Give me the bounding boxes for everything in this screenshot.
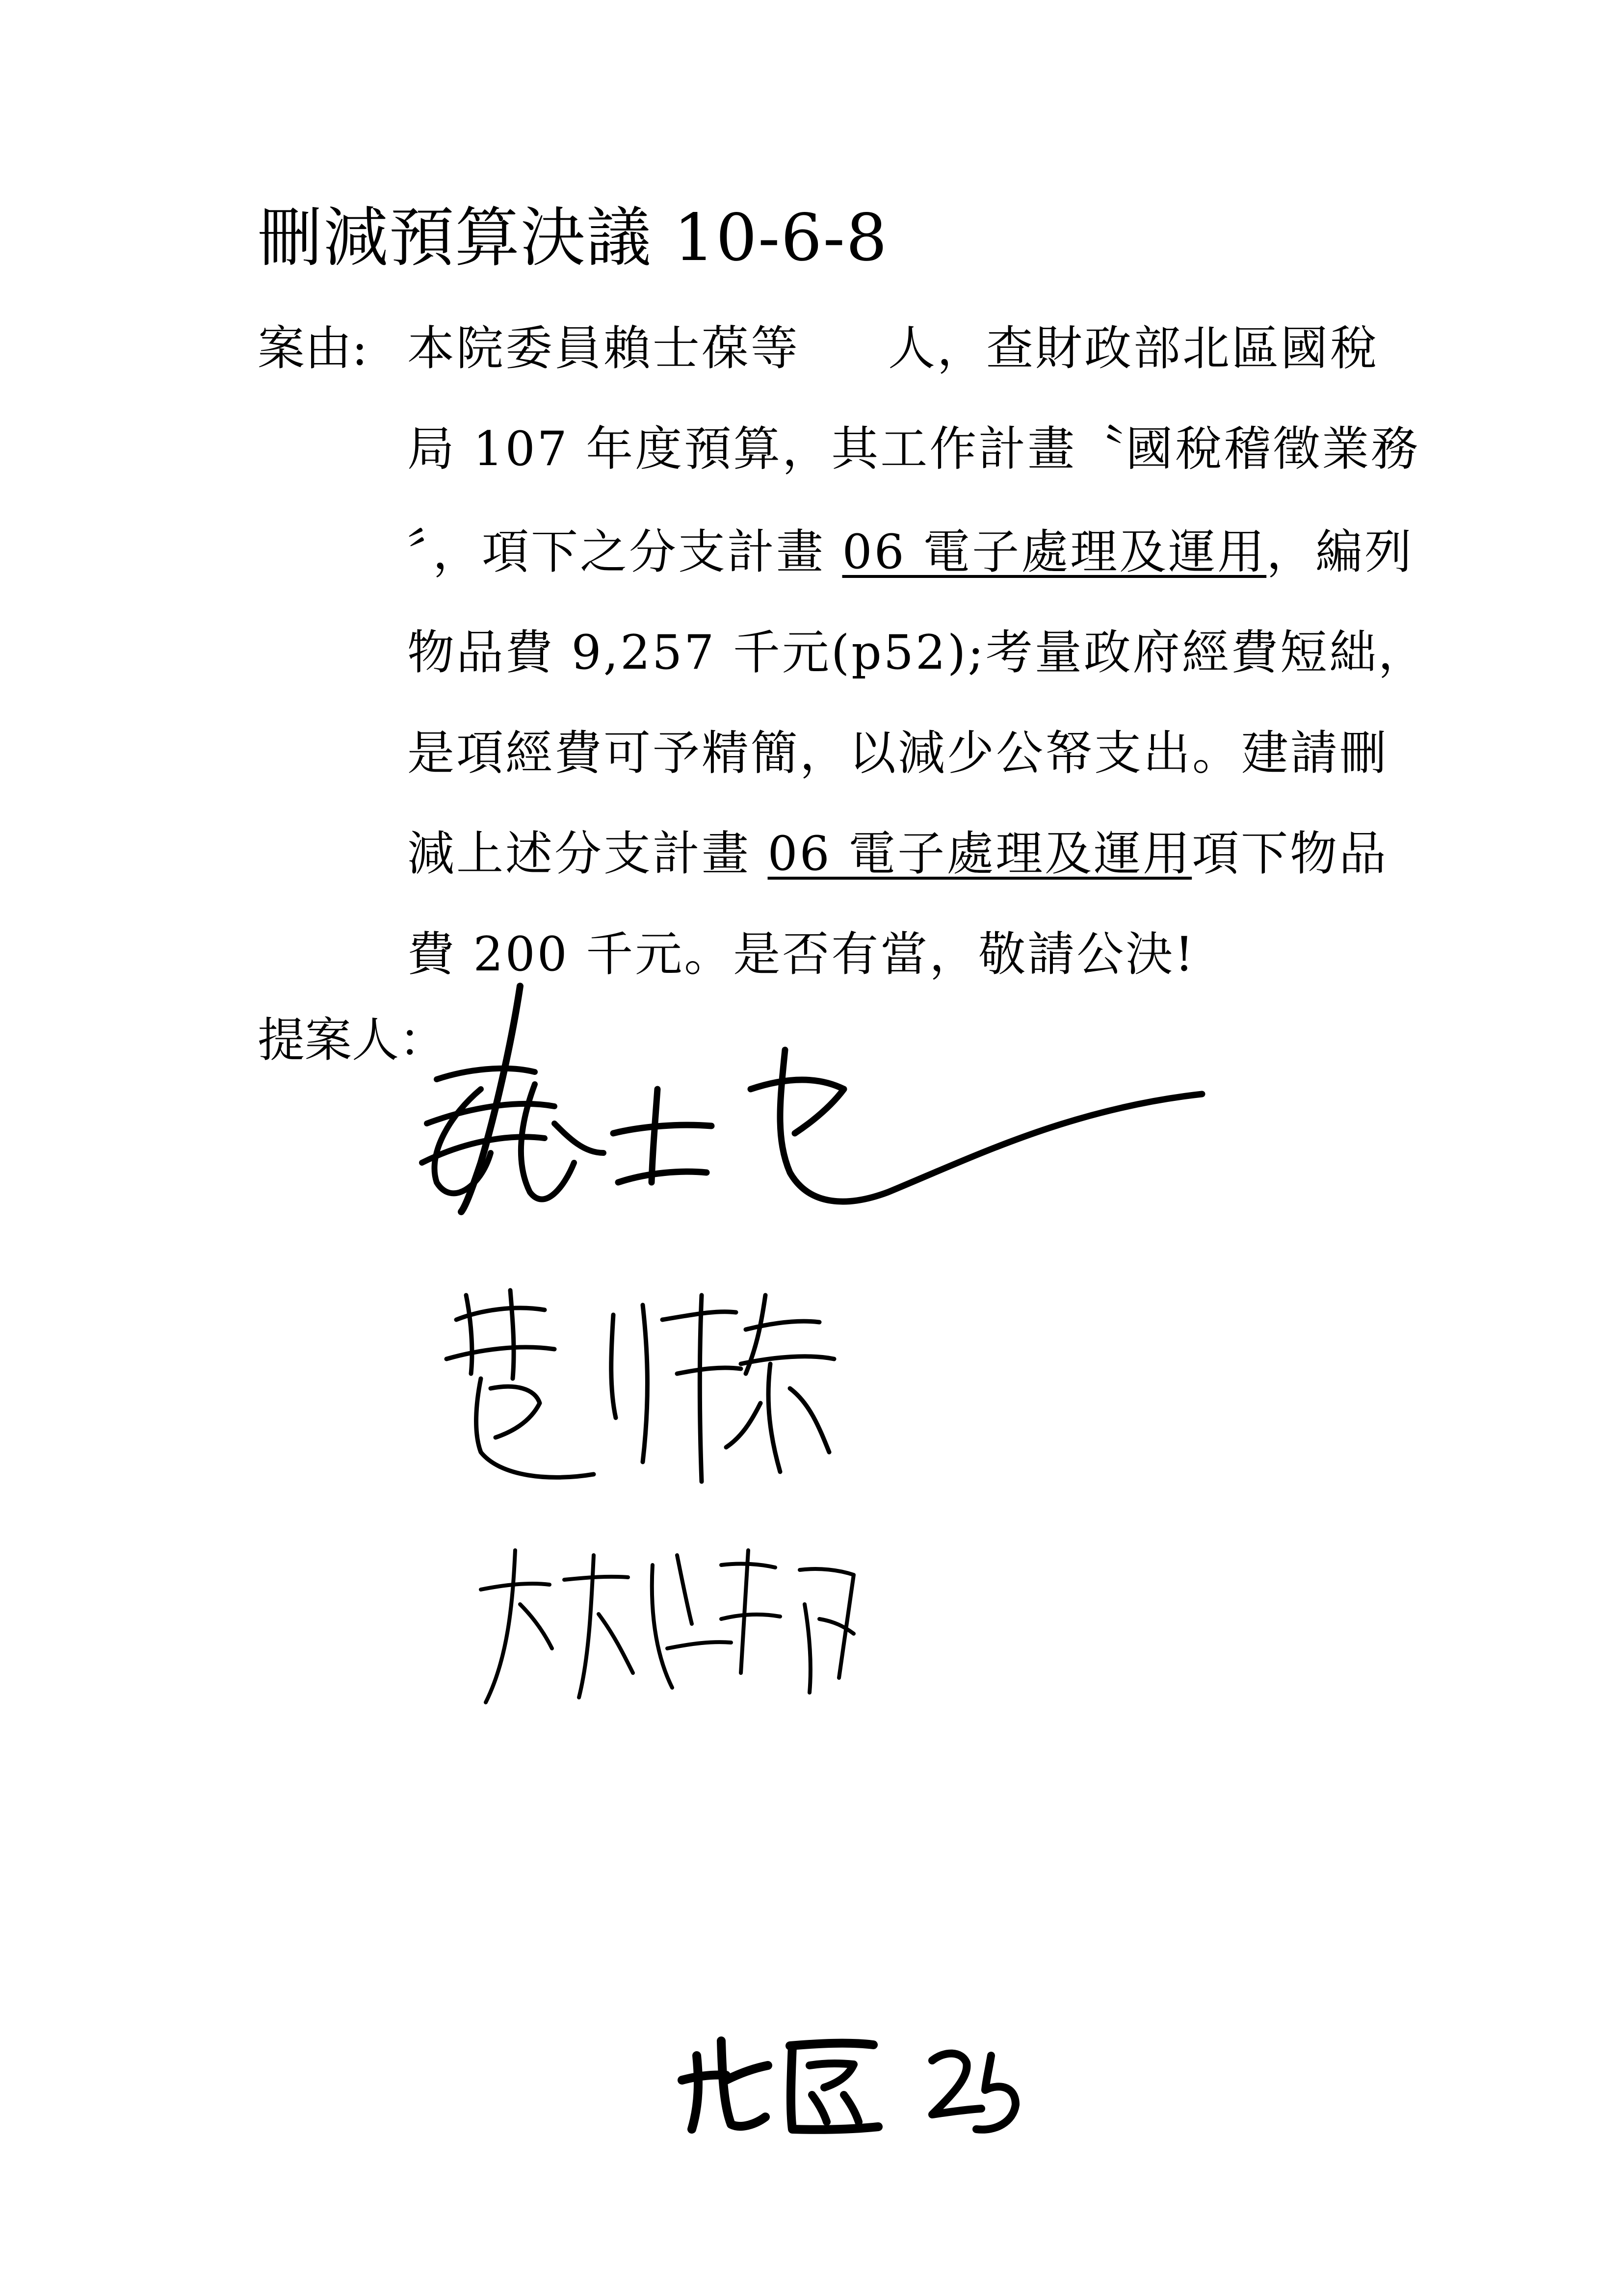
case-line-1a: 本院委員賴士葆等 xyxy=(407,321,800,376)
case-line-7: 費 200 千元。是否有當，敬請公決! xyxy=(407,927,1196,982)
case-line-6 xyxy=(407,824,1388,883)
subplan-name-underlined-2: 06 電子處理及運用 xyxy=(767,826,1192,881)
signature-2 xyxy=(427,1276,917,1511)
case-label: 案由: xyxy=(258,321,368,376)
case-line-3c: ，編列 xyxy=(1266,524,1414,579)
case-line-1 xyxy=(407,319,1379,378)
case-line-4: 物品費 9,257 千元(p52);考量政府經費短絀， xyxy=(407,625,1427,680)
case-line-6c: 項下物品 xyxy=(1192,826,1388,881)
case-line-6a: 減上述分支計畫 xyxy=(407,826,768,881)
signature-3 xyxy=(466,1536,908,1722)
proposer-label: 提案人： xyxy=(258,1013,446,1068)
signature-1 xyxy=(407,976,1241,1251)
case-line-5: 是項經費可予精簡，以減少公帑支出。建請刪 xyxy=(407,726,1388,781)
case-line-3 xyxy=(407,522,1414,581)
case-line-1b: 人，查財政部北區國稅 xyxy=(888,321,1379,376)
case-line-3a: 〞，項下之分支計畫 xyxy=(407,524,842,579)
document-title: 刪減預算決議 10-6-8 xyxy=(258,200,889,276)
handwritten-footer xyxy=(677,2021,1021,2139)
subplan-name-underlined: 06 電子處理及運用 xyxy=(842,524,1267,579)
case-line-2: 局 107 年度預算，其工作計畫〝國稅稽徵業務 xyxy=(407,421,1420,476)
